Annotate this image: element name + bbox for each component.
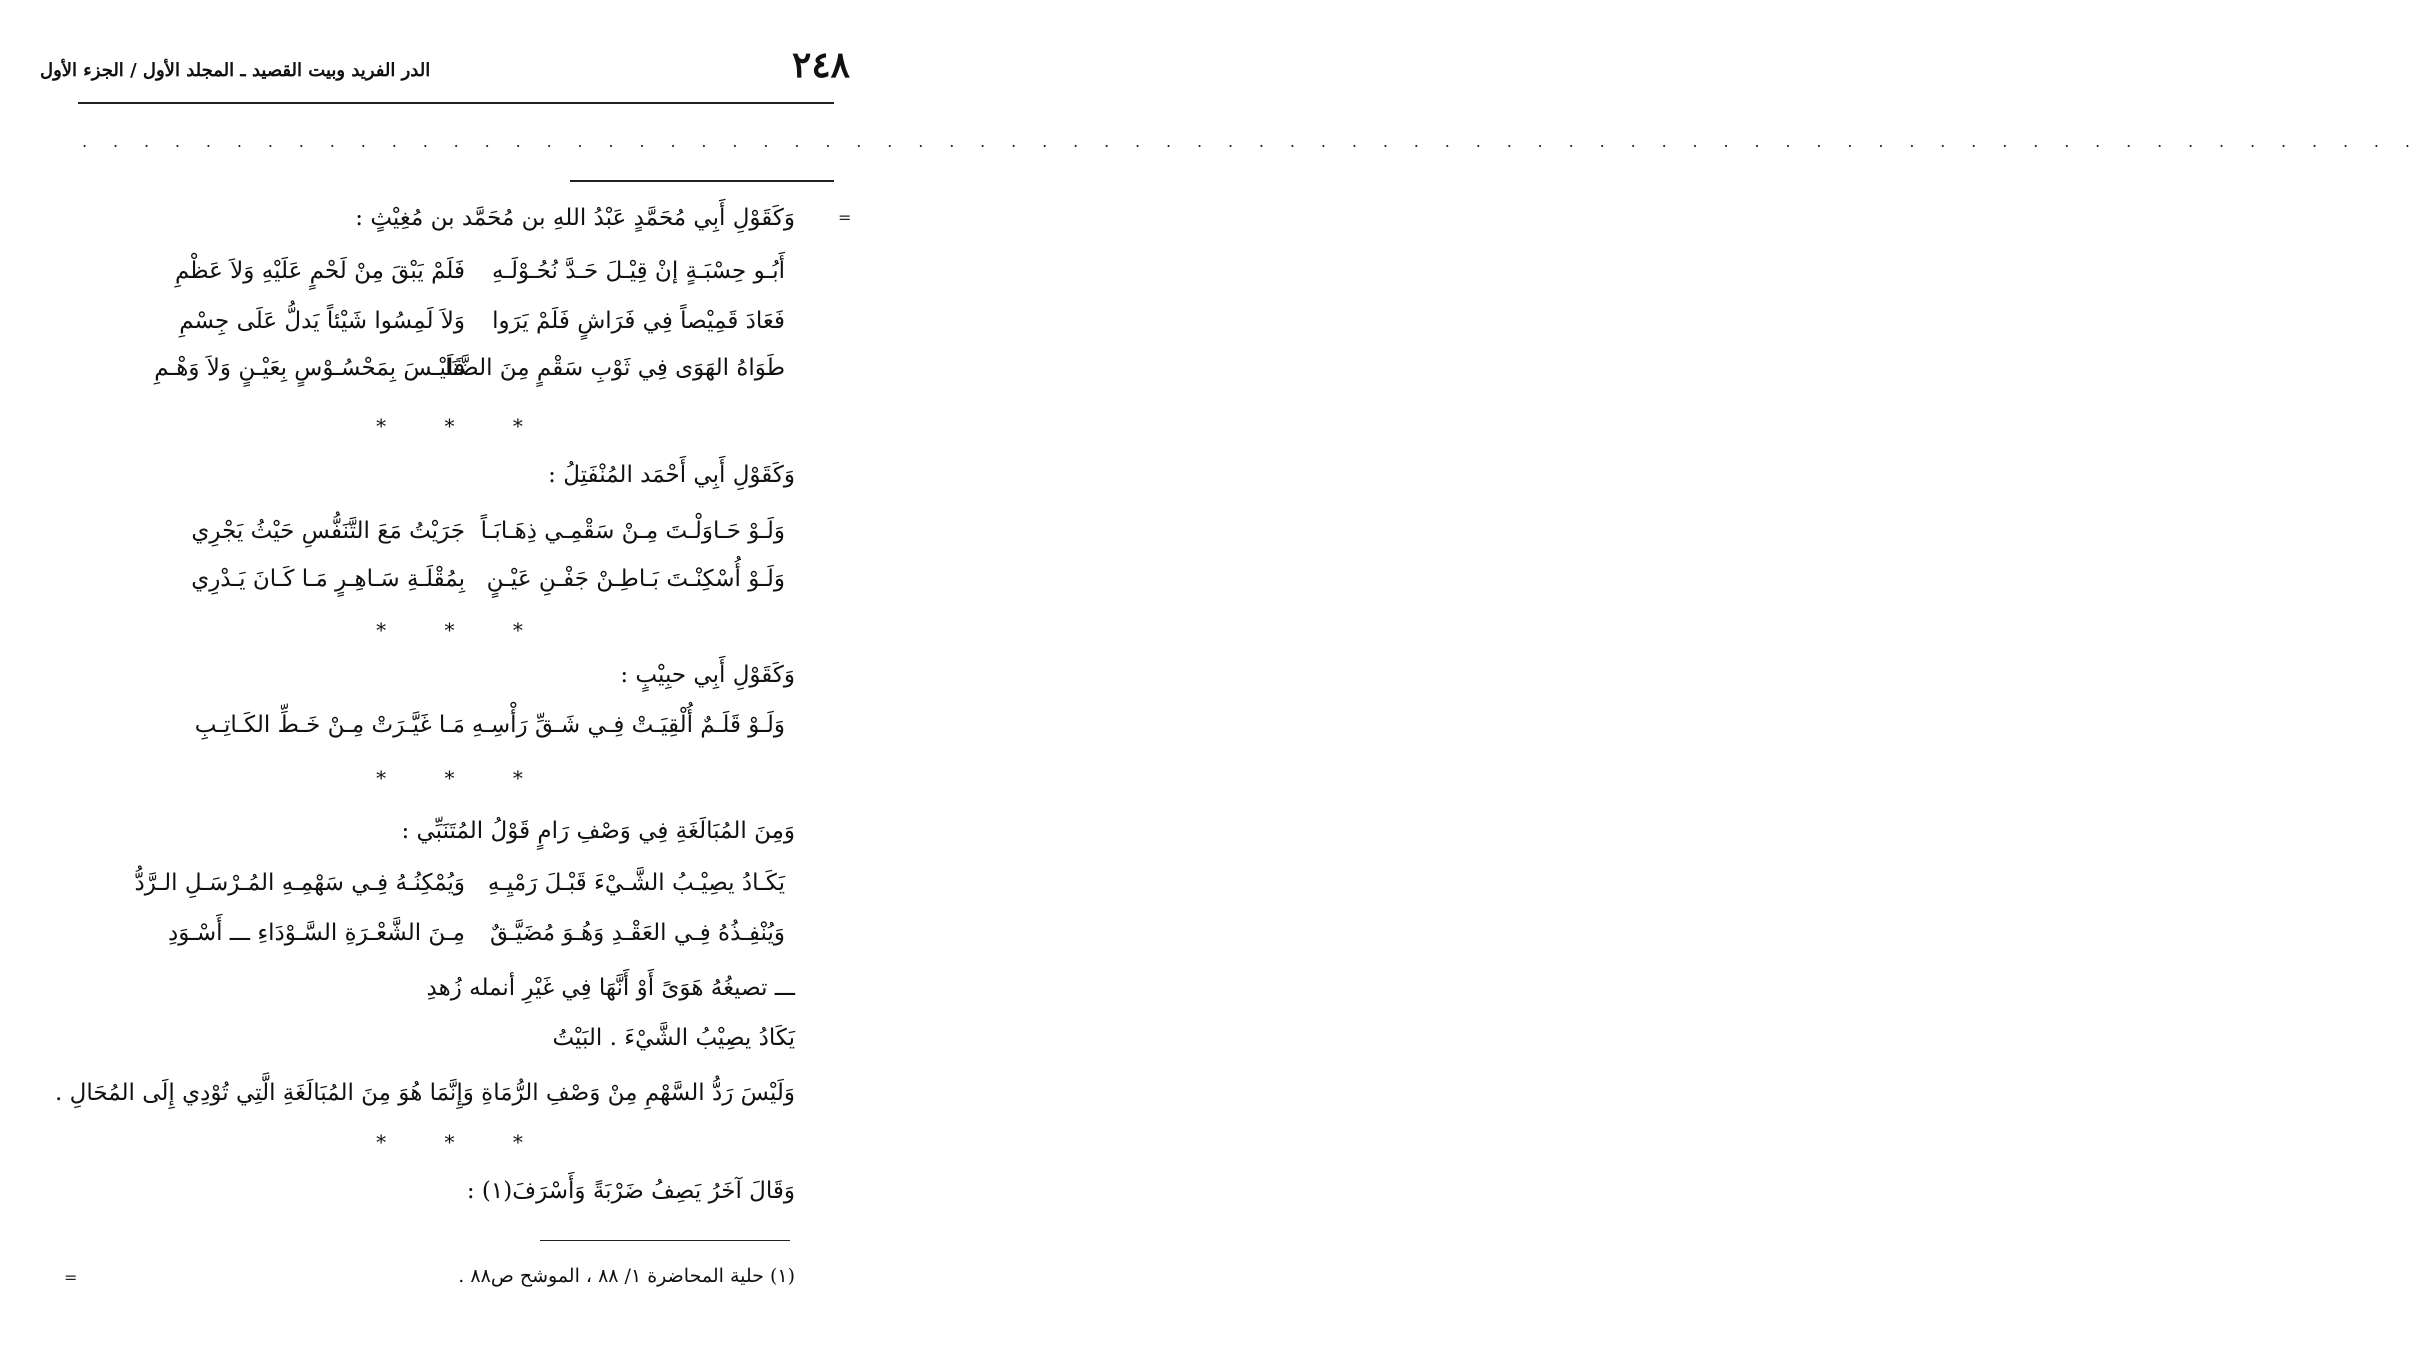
verse-second-hemistich: بِمُقْلَـةِ سَـاهِـرٍ مَـا كَـانَ يَـدْرِي xyxy=(191,566,465,592)
section4-intro: وَمِنَ المُبَالَغَةِ فِي وَصْفِ رَامٍ قَوْلُ المُتَنَبِّي : xyxy=(401,818,795,844)
prose-line: ـــ تصيغُهُ هَوَىً أَوْ أَنَّهَا فِي غَيْرِ أنمله زُهدِ xyxy=(426,975,795,1001)
asterism-separator: * * * xyxy=(376,1130,549,1154)
verse-second-hemistich: فَلَمْ يَبْقَ مِنْ لَحْمٍ عَلَيْهِ وَلاَ عَظْمِ xyxy=(174,258,465,284)
verse-first-hemistich: أَبُـو حِسْبَـةٍ إنْ قِيْـلَ حَـدَّ نُحُـوْلَـهِ xyxy=(491,258,785,284)
continuation-mark-bottom: = xyxy=(64,1268,78,1287)
verse-second-hemistich: فَلَيْـسَ بِمَحْسُـوْسٍ بِعَيْـنٍ وَلاَ وَهْـمِ xyxy=(154,355,465,381)
verse-first-hemistich: فَعَادَ قَمِيْصاً فِي فَرَاشٍ فَلَمْ يَرَوا xyxy=(492,308,785,334)
verse-first-hemistich: وَيُنْفِـذُهُ فِـي العَقْـدِ وَهُـوَ مُضَيَّـقٌ xyxy=(489,920,785,946)
section-divider xyxy=(570,180,834,182)
continuation-mark-top: = xyxy=(838,208,852,227)
section5-intro: وَقَالَ آخَرُ يَصِفُ ضَرْبَةً وَأَسْرَفَ(١) : xyxy=(466,1178,795,1204)
running-title: الدر الفريد وبيت القصيد ـ المجلد الأول / الجزء الأول xyxy=(40,60,431,81)
section3-intro: وَكَقَوْلِ أَبِي حبِيْبٍ : xyxy=(620,662,795,688)
verse-first-hemistich: يَكَـادُ يصِيْـبُ الشَّـيْءَ قَبْـلَ رَمْيِـهِ xyxy=(487,870,785,896)
verse-second-hemistich: جَرَيْتُ مَعَ التَّنَفُّسِ حَيْثُ يَجْرِي xyxy=(191,518,465,544)
asterism-separator: * * * xyxy=(376,414,549,438)
prose-line: وَلَيْسَ رَدُّ السَّهْمِ مِنْ وَصْفِ الرُّمَاةِ وَإِنَّمَا هُوَ مِنَ المُبَالَغَةِ الَّتِي تُوْدِي إِلَى المُحَالِ . xyxy=(55,1080,795,1106)
verse-first-hemistich: طَوَاهُ الهَوَى فِي ثَوْبِ سَقْمٍ مِنَ الضَّنَا xyxy=(445,355,785,381)
section2-intro: وَكَقَوْلِ أَبِي أَحْمَد المُنْفَتِلُ : xyxy=(548,462,795,488)
verse-first-hemistich: وَلَـوْ قَلَـمٌ أُلْقِيَـتْ فِـي شَـقِّ رَأْسِـهِ xyxy=(471,712,785,738)
footnote-rule xyxy=(540,1240,790,1241)
verse-second-hemistich: وَلاَ لَمِسُوا شَيْئاً يَدلُّ عَلَى جِسْمِ xyxy=(179,308,465,334)
verse-second-hemistich: وَيُمْكِنُـهُ فِـي سَهْمِـهِ المُـرْسَـلِ الـرَّدُّ xyxy=(134,870,465,896)
header-rule xyxy=(78,102,834,104)
asterism-separator: * * * xyxy=(376,618,549,642)
page-number: ٢٤٨ xyxy=(791,44,850,86)
verse-first-hemistich: وَلَـوْ حَـاوَلْـتَ مِـنْ سَقْمِـي ذِهَـابَـاً xyxy=(480,518,785,544)
ellipsis-dots-line: . . . . . . . . . . . . . . . . . . . . . . . . . . . . . . . . . . . . . . . . . . . . . . . . . . . . . . . . . . . . . . . . . . . . . . . . . . . . xyxy=(82,132,2420,151)
verse-first-hemistich: وَلَـوْ أُسْكِنْـتَ بَـاطِـنْ جَفْـنِ عَيْـنٍ xyxy=(486,566,785,592)
prose-line: يَكَادُ يصِيْبُ الشَّيْءَ . البَيْتُ xyxy=(552,1025,795,1051)
section1-intro: وَكَقَوْلِ أَبِي مُحَمَّدٍ عَبْدُ اللهِ بن مُحَمَّد بن مُغِيْثٍ : xyxy=(355,205,795,231)
asterism-separator: * * * xyxy=(376,766,549,790)
verse-second-hemistich: مَـا غَيَّـرَتْ مِـنْ خَـطِّ الكَـاتِـبِ xyxy=(194,712,465,738)
verse-second-hemistich: مِـنَ الشَّعْـرَةِ السَّـوْدَاءِ ـــ أَسْـوَدِ xyxy=(167,920,465,946)
footnote: (١) حلية المحاضرة ١/ ٨٨ ، الموشح ص٨٨ . xyxy=(458,1265,795,1287)
